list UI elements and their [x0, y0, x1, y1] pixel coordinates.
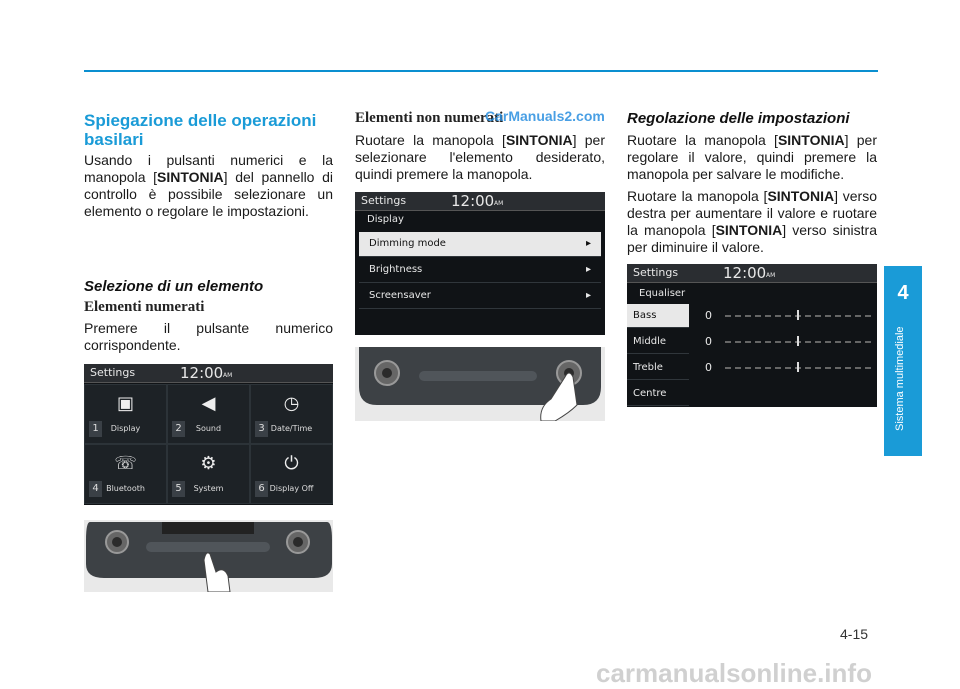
site-watermark: CarManuals2.com	[485, 108, 605, 124]
top-rule	[84, 70, 878, 72]
eq-band-bass[interactable]: Bass	[627, 304, 689, 328]
settings-tile[interactable]	[167, 444, 250, 504]
screen-header	[355, 192, 605, 211]
tile-label: Bluetooth	[106, 484, 145, 493]
tile-label: Date/Time	[270, 424, 313, 433]
settings-tile[interactable]	[167, 384, 250, 444]
sintonia-key: SINTONIA	[715, 222, 783, 238]
unnumbered-items-paragraph: Ruotare la manopola [SINTONIA] per selezionare l'elemento desiderato, quindi premere la manopola.	[355, 132, 605, 182]
eq-slider-thumb[interactable]	[797, 310, 799, 320]
eq-slider-thumb[interactable]	[797, 336, 799, 346]
bluetooth-phone-icon: ☏	[114, 453, 137, 474]
sintonia-key: SINTONIA	[505, 132, 573, 148]
screen-title: Settings	[90, 366, 136, 379]
eq-slider[interactable]	[725, 367, 871, 371]
control-panel-photo	[84, 520, 333, 592]
chapter-title: Sistema multimediale	[894, 326, 906, 431]
gear-icon: ⚙	[200, 453, 217, 474]
tile-label: Display Off	[269, 484, 314, 493]
clock-icon: ◷	[283, 393, 300, 414]
eq-slider-thumb[interactable]	[797, 362, 799, 372]
screen-subtitle: Equaliser	[639, 288, 686, 299]
eq-band-treble[interactable]: Treble	[627, 356, 689, 380]
display-settings-screen	[355, 192, 605, 335]
tile-number: 3	[255, 421, 268, 437]
unnumbered-items-heading: Elementi non numerati	[355, 110, 504, 126]
eq-band-centre[interactable]: Centre	[627, 382, 689, 406]
equaliser-screen	[627, 264, 877, 407]
screen-ampm: AM	[223, 372, 233, 379]
settings-grid-screen	[84, 364, 333, 505]
settings-tile[interactable]	[84, 444, 167, 504]
tile-label: System	[193, 484, 224, 493]
tile-label: Display	[110, 424, 141, 433]
tile-number: 2	[172, 421, 185, 437]
numbered-items-heading: Elementi numerati	[84, 299, 205, 315]
screen-title: Settings	[361, 194, 407, 207]
screen-title: Settings	[633, 266, 679, 279]
eq-slider[interactable]	[725, 315, 871, 319]
settings-tile[interactable]	[250, 444, 333, 504]
eq-band-middle[interactable]: Middle	[627, 330, 689, 354]
settings-tile[interactable]	[84, 384, 167, 444]
sintonia-key: SINTONIA	[157, 169, 224, 185]
chevron-right-icon: ▸	[585, 238, 591, 249]
page-number: 4-15	[840, 626, 869, 642]
speaker-icon: ◀	[201, 393, 216, 414]
chapter-tab	[884, 266, 922, 456]
eq-value: 0	[705, 335, 712, 348]
list-item-screensaver[interactable]: Screensaver ▸	[359, 284, 601, 309]
sintonia-key: SINTONIA	[777, 132, 845, 148]
select-item-heading: Selezione di un elemento	[84, 278, 264, 295]
eq-value: 0	[705, 361, 712, 374]
screen-ampm: AM	[494, 200, 504, 207]
eq-slider[interactable]	[725, 341, 871, 345]
display-icon: ▣	[116, 393, 134, 414]
section-heading: Spiegazione delle operazioni basilari	[84, 111, 317, 149]
screen-clock: 12:00	[723, 264, 767, 282]
adjust-paragraph-2: Ruotare la manopola [SINTONIA] verso destra per aumentare il valore e ruotare la manopola [SINTONIA] verso sinistra per diminuire il valore.	[627, 188, 877, 255]
intro-paragraph: Usando i pulsanti numerici e la manopola [SINTONIA] del pannello di controllo è possibile selezionare un elemento o regolare le impostazioni.	[84, 152, 333, 219]
settings-tile[interactable]	[250, 384, 333, 444]
chapter-number: 4	[897, 282, 909, 304]
screen-header	[627, 264, 877, 283]
tile-number: 4	[89, 481, 102, 497]
adjust-settings-heading: Regolazione delle impostazioni	[627, 110, 850, 127]
tile-number: 5	[172, 481, 185, 497]
sintonia-key: SINTONIA	[767, 188, 835, 204]
chevron-right-icon: ▸	[585, 290, 591, 301]
footer-watermark: carmanualsonline.info	[596, 658, 872, 688]
display-off-icon: ⏻	[284, 453, 299, 474]
screen-header	[84, 364, 333, 383]
screen-subtitle: Display	[367, 214, 404, 225]
numbered-items-paragraph: Premere il pulsante numerico corrispondente.	[84, 320, 333, 353]
knob-press-photo	[355, 347, 605, 421]
tile-number: 6	[255, 481, 268, 497]
knob-press-illustration	[355, 347, 605, 421]
list-item-dimming-mode[interactable]: Dimming mode ▸	[359, 232, 601, 257]
tile-number: 1	[89, 421, 102, 437]
adjust-paragraph-1: Ruotare la manopola [SINTONIA] per regolare il valore, quindi premere la manopola per salvare le modifiche.	[627, 132, 877, 182]
chevron-right-icon: ▸	[585, 264, 591, 275]
list-item-brightness[interactable]: Brightness ▸	[359, 258, 601, 283]
screen-clock: 12:00	[180, 364, 224, 382]
tile-label: Sound	[195, 424, 222, 433]
control-panel-illustration	[84, 520, 333, 592]
eq-value: 0	[705, 309, 712, 322]
screen-ampm: AM	[766, 272, 776, 279]
screen-clock: 12:00	[451, 192, 495, 210]
